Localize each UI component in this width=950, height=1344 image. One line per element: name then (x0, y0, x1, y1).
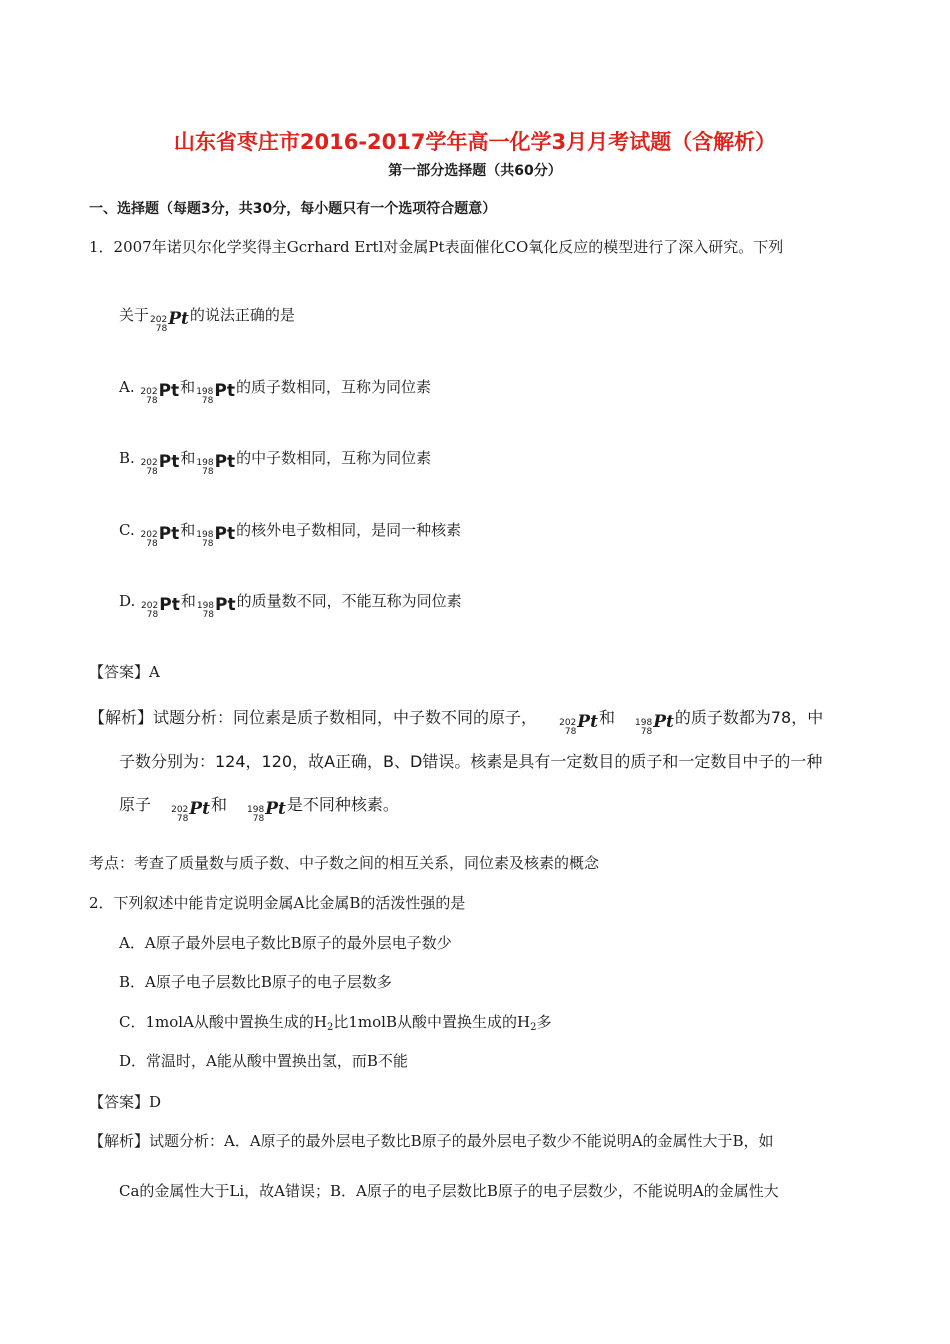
nuclide-pt198: 198 78 Pt (196, 524, 236, 549)
q2-analysis-line1: 【解析】试题分析：A．A原子的最外层电子数比B原子的最外层电子数少不能说明A的金属性大于B，如 (89, 1132, 774, 1150)
nuclide-pt198: 198 78 Pt (247, 799, 286, 824)
q1-stem-line2 (119, 304, 295, 334)
document-title: 山东省枣庄市2016-2017学年高一化学3月月考试题（含解析） (173, 130, 777, 154)
nuclide-pt202: 202 78 Pt (150, 309, 189, 334)
nuclide-pt198: 198 78 Pt (196, 452, 236, 477)
q1-option-d: D. 202 78 Pt和 198 78 Pt的质量数不同，不能互称为同位素 (119, 592, 462, 620)
nuclide-pt198: 198 78 Pt (196, 595, 236, 620)
q1-analysis-line1: 【解析】试题分析：同位素是质子数相同，中子数不同的原子， 202 78 Pt和 198 78 Pt的质子数都为78，中 (89, 708, 824, 737)
q1-analysis-line3: 原子 202 78 Pt和 198 78 Pt是不同种核素。 (119, 795, 399, 824)
q2-option-b: B．A原子电子层数比B原子的电子层数多 (119, 973, 392, 991)
q1-option-a: A. 202 78 Pt和 198 78 Pt的质子数相同，互称为同位素 (119, 378, 431, 406)
q1-option-c: C. 202 78 Pt和 198 78 Pt的核外电子数相同，是同一种核素 (119, 521, 462, 549)
section-heading: 一、选择题（每题3分，共30分，每小题只有一个选项符合题意） (89, 201, 497, 217)
part-subtitle: 第一部分选择题（共60分） (388, 163, 562, 179)
q2-stem: 2．下列叙述中能肯定说明金属A比金属B的活泼性强的是 (89, 894, 466, 912)
q2-answer: 【答案】D (89, 1093, 162, 1111)
q2-option-a: A．A原子最外层电子数比B原子的最外层电子数少 (119, 934, 452, 952)
nuclide-pt202: 202 78 Pt (141, 595, 180, 620)
q1-analysis-line2: 子数分别为：124，120，故A正确，B、D错误。核素是具有一定数目的质子和一定数目中子的一种 (119, 752, 823, 771)
nuclide-pt202: 202 78 Pt (140, 452, 180, 477)
nuclide-pt198: 198 78 Pt (635, 712, 674, 737)
nuclide-pt198: 198 78 Pt (196, 381, 235, 406)
q2-option-c: C．1molA从酸中置换生成的$H_2$比1molB从酸中置换生成的$H_2$多 (119, 1013, 552, 1033)
nuclide-pt202: 202 78 Pt (140, 524, 180, 549)
q1-stem-line1: 1．2007年诺贝尔化学奖得主Gcrhard Ertl对金属Pt表面催化CO氧化反应的模型进行了深入研究。下列 (89, 238, 784, 256)
q1-answer: 【答案】A (89, 663, 160, 681)
q1-stem-prefix: 关于 (119, 306, 150, 324)
q1-point: 考点：考查了质量数与质子数、中子数之间的相互关系，同位素及核素的概念 (89, 854, 600, 872)
q1-option-b: B. 202 78 Pt和 198 78 Pt的中子数相同，互称为同位素 (119, 449, 432, 477)
nuclide-pt202: 202 78 Pt (559, 712, 598, 737)
nuclide-pt202: 202 78 Pt (140, 381, 180, 406)
q2-analysis-line2: Ca的金属性大于Li，故A错误；B．A原子的电子层数比B原子的电子层数少，不能说明A的金属性大 (119, 1182, 779, 1200)
nuclide-pt202: 202 78 Pt (171, 799, 210, 824)
q2-option-d: D．常温时，A能从酸中置换出氢，而B不能 (119, 1052, 408, 1070)
q1-stem-suffix: 的说法正确的是 (189, 306, 295, 324)
